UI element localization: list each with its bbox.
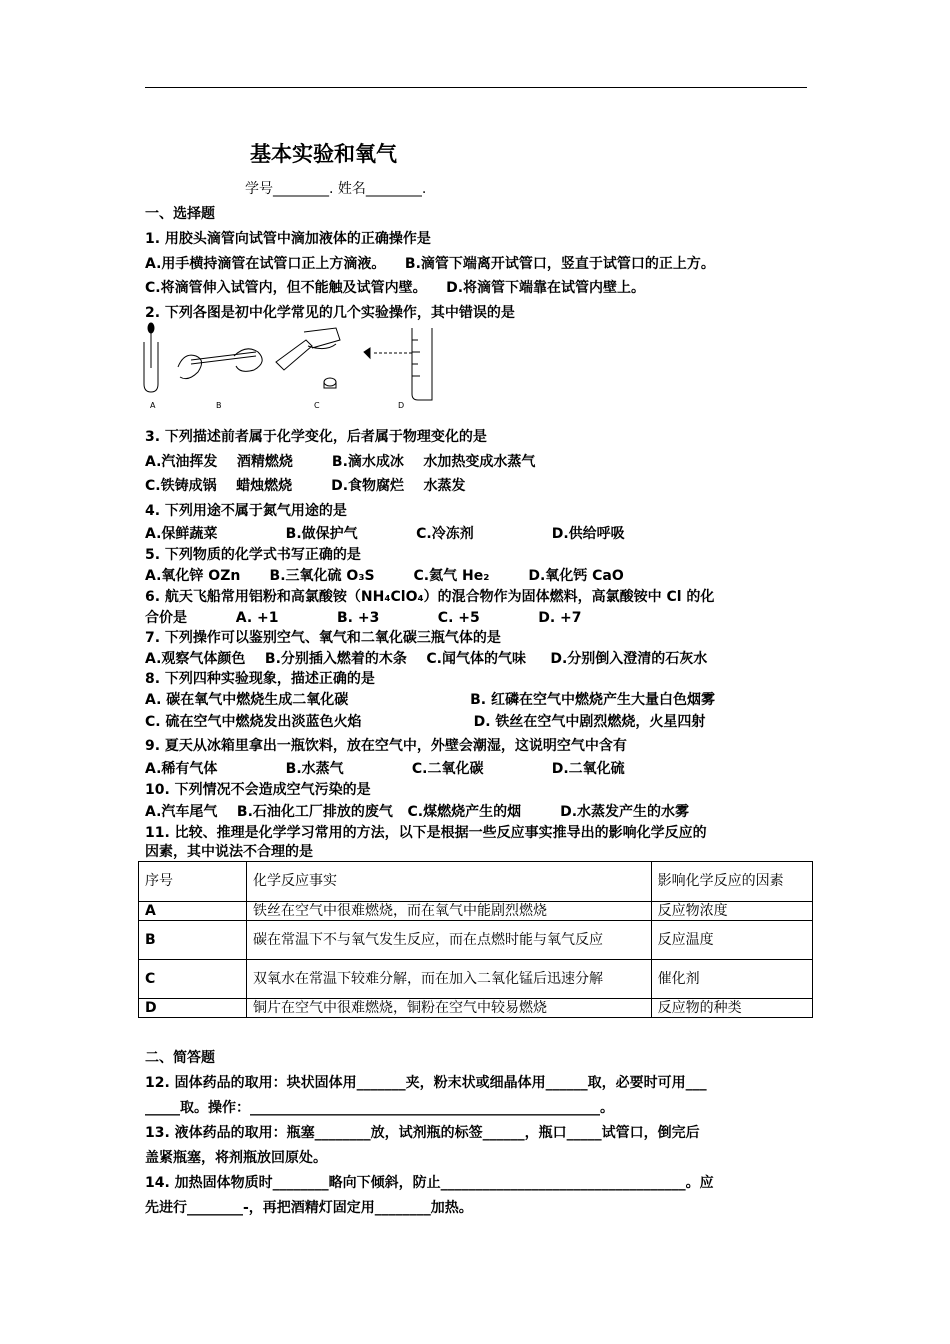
q6-stem: 6. 航天飞船常用铝粉和高氯酸铵（NH₄ClO₄）的混合物作为固体燃料，高氯酸铵中 Cl 的化 <box>145 589 715 605</box>
q8-stem: 8. 下列四种实验现象，描述正确的是 <box>145 671 375 687</box>
section1-heading: 一、选择题 <box>145 206 215 222</box>
table-cell: 催化剂 <box>651 960 812 999</box>
page-title: 基本实验和氧气 <box>250 142 397 166</box>
table-row <box>139 921 813 960</box>
q11-table <box>138 861 813 1018</box>
table-header-cell: 影响化学反应的因素 <box>651 862 812 902</box>
table-row <box>139 999 813 1018</box>
q11-stem-cont: 因素，其中说法不合理的是 <box>145 844 313 860</box>
table-cell: D <box>139 999 247 1018</box>
q13-line1: 13. 液体药品的取用：瓶塞________放，试剂瓶的标签______，瓶口_____试管口，倒完后 <box>145 1125 700 1141</box>
q1-stem: 1. 用胶头滴管向试管中滴加液体的正确操作是 <box>145 231 431 247</box>
q3-options-cd: C.铁铸成锅 蜡烛燃烧 D.食物腐烂 水蒸发 <box>145 478 466 494</box>
q1-options-cd: C.将滴管伸入试管内，但不能触及试管内壁。 D.将滴管下端靠在试管内壁上。 <box>145 280 646 296</box>
table-cell: C <box>139 960 247 999</box>
q13-line2: 盖紧瓶塞，将剂瓶放回原处。 <box>145 1150 327 1166</box>
fig-c-pouring <box>276 328 340 388</box>
table-cell: 反应温度 <box>651 921 812 960</box>
fig-a-test-tube-dropper <box>144 323 158 392</box>
q9-options: A.稀有气体 B.水蒸气 C.二氧化碳 D.二氧化硫 <box>145 761 625 777</box>
table-row <box>139 960 813 999</box>
table-cell: 反应物的种类 <box>651 999 812 1018</box>
table-cell: 双氧水在常温下较难分解，而在加入二氧化锰后迅速分解 <box>247 960 652 999</box>
fig-b-hands-holding-tube <box>178 349 262 379</box>
q6-options: 合价是 A. +1 B. +3 C. +5 D. +7 <box>145 610 582 626</box>
q4-stem: 4. 下列用途不属于氮气用途的是 <box>145 503 347 519</box>
fig-label-d: D <box>398 401 405 410</box>
q4-options: A.保鲜蔬菜 B.做保护气 C.冷冻剂 D.供给呼吸 <box>145 526 625 542</box>
fig-label-a: A <box>150 401 156 410</box>
table-cell: B <box>139 921 247 960</box>
q14-line1: 14. 加热固体物质时________略向下倾斜，防止___________________________________。应 <box>145 1175 714 1191</box>
q12-line1: 12. 固体药品的取用：块状固体用_______夹，粉末状或细晶体用______取，必要时可用___ <box>145 1075 707 1091</box>
q3-stem: 3. 下列描述前者属于化学变化，后者属于物理变化的是 <box>145 429 487 445</box>
fig-label-b: B <box>216 401 222 410</box>
q11-stem: 11. 比较、推理是化学学习常用的方法，以下是根据一些反应事实推导出的影响化学反应的 <box>145 825 707 841</box>
q2-experiment-figure <box>136 322 436 414</box>
q10-stem: 10. 下列情况不会造成空气污染的是 <box>145 782 371 798</box>
section2-heading: 二、简答题 <box>145 1050 215 1066</box>
fig-d-graduated-cylinder <box>364 328 432 400</box>
student-id-name-line: 学号________. 姓名________. <box>245 181 427 197</box>
table-cell: 铁丝在空气中很难燃烧，而在氧气中能剧烈燃烧 <box>247 902 652 921</box>
table-header-cell: 序号 <box>139 862 247 902</box>
fig-label-c: C <box>314 401 320 410</box>
table-cell: 反应物浓度 <box>651 902 812 921</box>
q2-stem: 2. 下列各图是初中化学常见的几个实验操作，其中错误的是 <box>145 305 515 321</box>
q12-line2: _____取。操作：__________________________________________________。 <box>145 1100 614 1116</box>
table-cell: A <box>139 902 247 921</box>
q7-options: A.观察气体颜色 B.分别插入燃着的木条 C.闻气体的气味 D.分别倒入澄清的石灰水 <box>145 651 708 667</box>
table-header-cell: 化学反应事实 <box>247 862 652 902</box>
q9-stem: 9. 夏天从冰箱里拿出一瓶饮料，放在空气中，外壁会潮湿，这说明空气中含有 <box>145 738 627 754</box>
q1-options-ab: A.用手横持滴管在试管口正上方滴液。 B.滴管下端离开试管口，竖直于试管口的正上方。 <box>145 256 715 272</box>
table-cell: 铜片在空气中很难燃烧，铜粉在空气中较易燃烧 <box>247 999 652 1018</box>
header-rule <box>145 87 807 88</box>
q14-line2: 先进行________-，再把酒精灯固定用________加热。 <box>145 1200 473 1216</box>
q8-options-ab: A. 碳在氧气中燃烧生成二氧化碳 B. 红磷在空气中燃烧产生大量白色烟雾 <box>145 692 715 708</box>
q8-options-cd: C. 硫在空气中燃烧发出淡蓝色火焰 D. 铁丝在空气中剧烈燃烧，火星四射 <box>145 714 706 730</box>
q3-options-ab: A.汽油挥发 酒精燃烧 B.滴水成冰 水加热变成水蒸气 <box>145 454 536 470</box>
table-cell: 碳在常温下不与氧气发生反应，而在点燃时能与氧气反应 <box>247 921 652 960</box>
q7-stem: 7. 下列操作可以鉴别空气、氧气和二氧化碳三瓶气体的是 <box>145 630 501 646</box>
q10-options: A.汽车尾气 B.石油化工厂排放的废气 C.煤燃烧产生的烟 D.水蒸发产生的水雾 <box>145 804 690 820</box>
table-row <box>139 902 813 921</box>
q5-stem: 5. 下列物质的化学式书写正确的是 <box>145 547 361 563</box>
table-header-row <box>139 862 813 902</box>
q5-options: A.氧化锌 OZn B.三氧化硫 O₃S C.氦气 He₂ D.氧化钙 CaO <box>145 568 624 584</box>
